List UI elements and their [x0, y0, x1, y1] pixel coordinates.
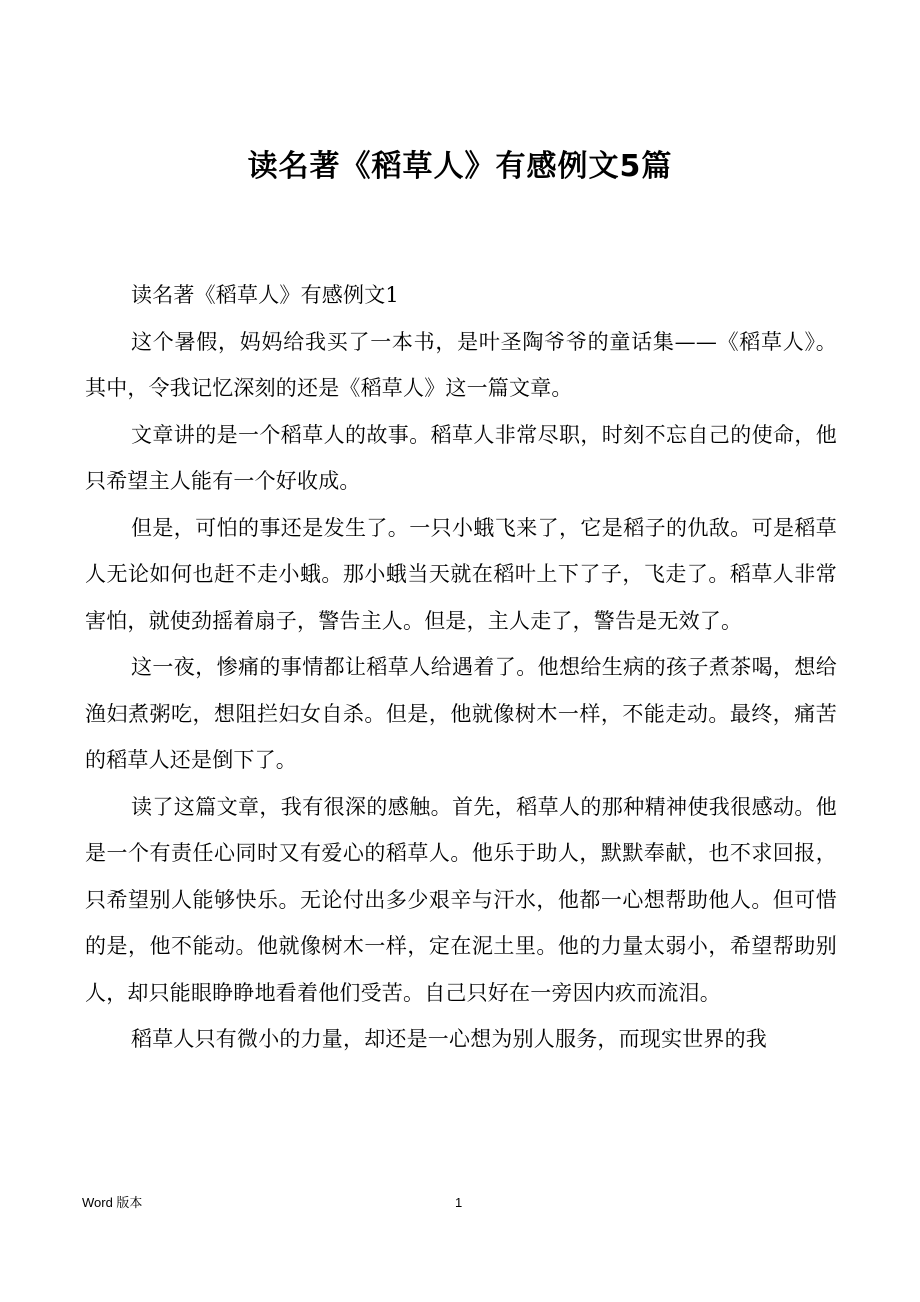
paragraph: 这一夜，惨痛的事情都让稻草人给遇着了。他想给生病的孩子煮茶喝，想给渔妇煮粥吃，想阻拦妇女自杀。但是，他就像树木一样，不能走动。最终，痛苦的稻草人还是倒下了。 — [85, 655, 837, 772]
paragraph: 稻草人只有微小的力量，却还是一心想为别人服务，而现实世界的我 — [131, 1027, 767, 1051]
paragraph: 读了这篇文章，我有很深的感触。首先，稻草人的那种精神使我很感动。他是一个有责任心同时又有爱心的稻草人。他乐于助人，默默奉献，也不求回报，只希望别人能够快乐。无论付出多少艰辛与汗水，他都一心想帮助他人。但可惜的是，他不能动。他就像树木一样，定在泥土里。他的力量太弱小，希望帮助别人，却只能眼睁睁地看着他们受苦。自己只好在一旁因内疚而流泪。 — [85, 794, 837, 1005]
paragraph: 这个暑假，妈妈给我买了一本书，是叶圣陶爷爷的童话集——《稻草人》。其中，令我记忆深刻的还是《稻草人》这一篇文章。 — [85, 329, 837, 400]
footer-label: Word 版本 — [82, 1195, 143, 1210]
paragraph: 文章讲的是一个稻草人的故事。稻草人非常尽职，时刻不忘自己的使命，他只希望主人能有一个好收成。 — [85, 422, 837, 493]
document-title: 读名著《稻草人》有感例文5篇 — [247, 149, 673, 184]
paragraph: 但是，可怕的事还是发生了。一只小蛾飞来了，它是稻子的仇敌。可是稻草人无论如何也赶不走小蛾。那小蛾当天就在稻叶上下了子，飞走了。稻草人非常害怕，就使劲摇着扇子，警告主人。但是，主人走了，警告是无效了。 — [85, 515, 837, 633]
document-body — [85, 272, 837, 1063]
section-heading: 读名著《稻草人》有感例文1 — [131, 283, 399, 307]
page-footer — [0, 1188, 920, 1218]
page-number: 1 — [455, 1195, 463, 1210]
